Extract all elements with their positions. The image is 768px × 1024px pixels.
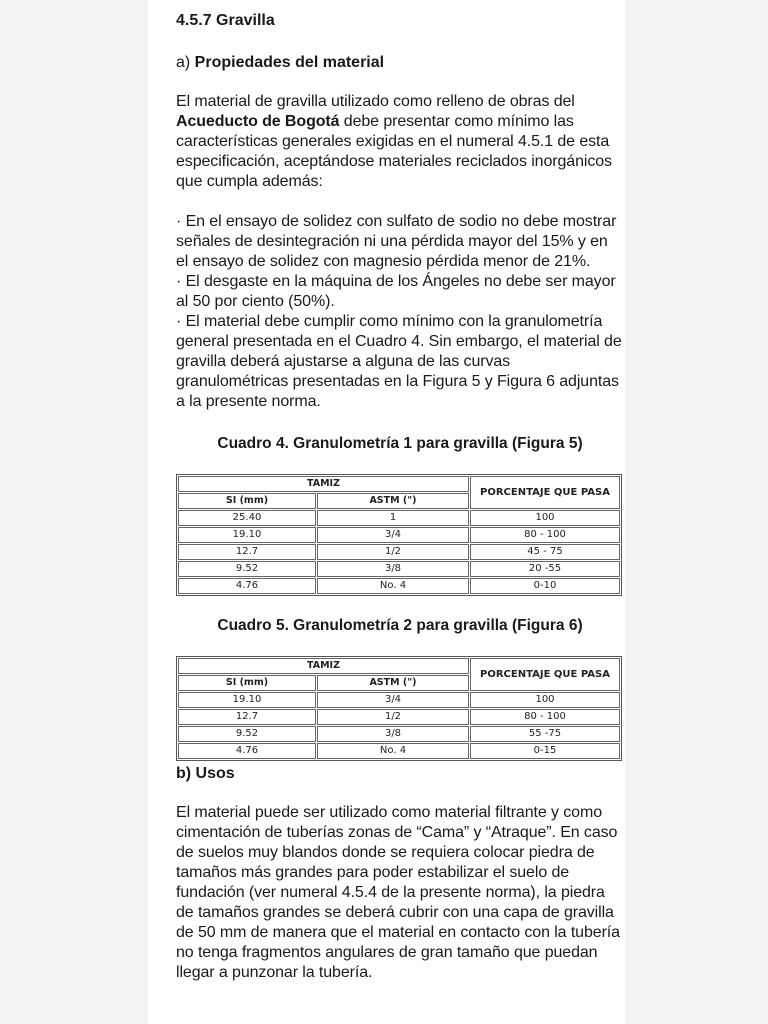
- table-cell: 25.40: [178, 510, 316, 526]
- table-row: [178, 578, 620, 594]
- table-cell: 100: [470, 692, 620, 708]
- table1-gradation: [176, 474, 622, 596]
- bullet-item: · En el ensayo de solidez con sulfato de sodio no debe mostrar señales de desintegración ni una pérdida mayor del 15% y en el ensayo de solidez con magnesio pérdida menor de 21%.: [176, 213, 617, 270]
- table-cell: 3/4: [317, 527, 469, 543]
- spacer: [176, 596, 624, 616]
- table-row: [178, 743, 620, 759]
- table1-caption: Cuadro 4. Granulometría 1 para gravilla (Figura 5): [217, 435, 583, 452]
- table-cell: 20 -55: [470, 561, 620, 577]
- spacer: [176, 192, 624, 212]
- table-cell: 1/2: [317, 544, 469, 560]
- table2-header-tamiz: TAMIZ: [178, 658, 469, 674]
- table-cell: No. 4: [317, 578, 469, 594]
- spacer: [176, 454, 624, 474]
- intro-text-end: debe presentar como mínimo las características generales exigidas en el numeral 4.5.1 de esta especificación, aceptándose materiales reciclados inorgánicos que cumpla además:: [176, 113, 612, 190]
- table-cell: 12.7: [178, 709, 316, 725]
- intro-paragraph: [176, 92, 624, 192]
- table1-header-pass: PORCENTAJE QUE PASA: [470, 476, 620, 509]
- table-cell: 100: [470, 510, 620, 526]
- table-cell: 80 - 100: [470, 709, 620, 725]
- table-cell: 3/4: [317, 692, 469, 708]
- table-row: [178, 544, 620, 560]
- intro-text-start: El material de gravilla utilizado como relleno de obras del: [176, 93, 575, 110]
- document-page: [148, 0, 625, 1024]
- table-row: [178, 692, 620, 708]
- table2-header-si: SI (mm): [178, 675, 316, 691]
- subsection-a-prefix: a): [176, 54, 195, 71]
- bullet-item: · El desgaste en la máquina de los Ángeles no debe ser mayor al 50 por ciento (50%).: [176, 273, 616, 310]
- table-cell: No. 4: [317, 743, 469, 759]
- bullet-item: · El material debe cumplir como mínimo con la granulometría general presentada en el Cuadro 4. Sin embargo, el material de gravilla deberá ajustarse a alguna de las curvas granulométricas presentadas en la Figura 5 y Figura 6 adjuntas a la presente norma.: [176, 313, 622, 410]
- table-cell: 19.10: [178, 527, 316, 543]
- table-cell: 4.76: [178, 743, 316, 759]
- usos-paragraph: El material puede ser utilizado como material filtrante y como cimentación de tuberías zonas de “Cama” y “Atraque”. En caso de suelos muy blandos donde se requiera colocar piedra de tamaños más grandes para poder estabilizar el suelo de fundación (ver numeral 4.5.4 de la presente norma), la piedra de tamaños grandes se deberá cubrir con una capa de gravilla de 50 mm de manera que el material en contacto con la tubería no tenga fragmentos angulares de gran tamaño que puedan llegar a punzonar la tubería.: [176, 804, 620, 981]
- table1-header-astm: ASTM ("): [317, 493, 469, 509]
- table-row: [178, 527, 620, 543]
- table-cell: 19.10: [178, 692, 316, 708]
- subsection-a-title: Propiedades del material: [194, 54, 385, 71]
- document-content: [176, 10, 624, 983]
- table-row: [178, 726, 620, 742]
- table1-header-tamiz: TAMIZ: [178, 476, 469, 492]
- table-cell: 4.76: [178, 578, 316, 594]
- table-cell: 80 - 100: [470, 527, 620, 543]
- table-cell: 0-10: [470, 578, 620, 594]
- table-row: [178, 510, 620, 526]
- table2-header-pass: PORCENTAJE QUE PASA: [470, 658, 620, 691]
- table-cell: 12.7: [178, 544, 316, 560]
- table-cell: 1/2: [317, 709, 469, 725]
- table2-gradation: [176, 656, 622, 761]
- table-cell: 3/8: [317, 561, 469, 577]
- table-cell: 9.52: [178, 726, 316, 742]
- spacer: [176, 412, 624, 434]
- subsection-a-heading: [176, 52, 624, 74]
- intro-text-bold: Acueducto de Bogotá: [176, 113, 340, 130]
- table-cell: 55 -75: [470, 726, 620, 742]
- table-cell: 3/8: [317, 726, 469, 742]
- spacer: [176, 636, 624, 656]
- section-title: 4.5.7 Gravilla: [176, 12, 275, 29]
- subsection-b-title: b) Usos: [176, 765, 235, 782]
- table-cell: 45 - 75: [470, 544, 620, 560]
- table-row: [178, 561, 620, 577]
- table1-header-si: SI (mm): [178, 493, 316, 509]
- table2-caption: Cuadro 5. Granulometría 2 para gravilla (Figura 6): [217, 617, 583, 634]
- table-cell: 0-15: [470, 743, 620, 759]
- table2-header-astm: ASTM ("): [317, 675, 469, 691]
- table-cell: 9.52: [178, 561, 316, 577]
- table-row: [178, 709, 620, 725]
- table-cell: 1: [317, 510, 469, 526]
